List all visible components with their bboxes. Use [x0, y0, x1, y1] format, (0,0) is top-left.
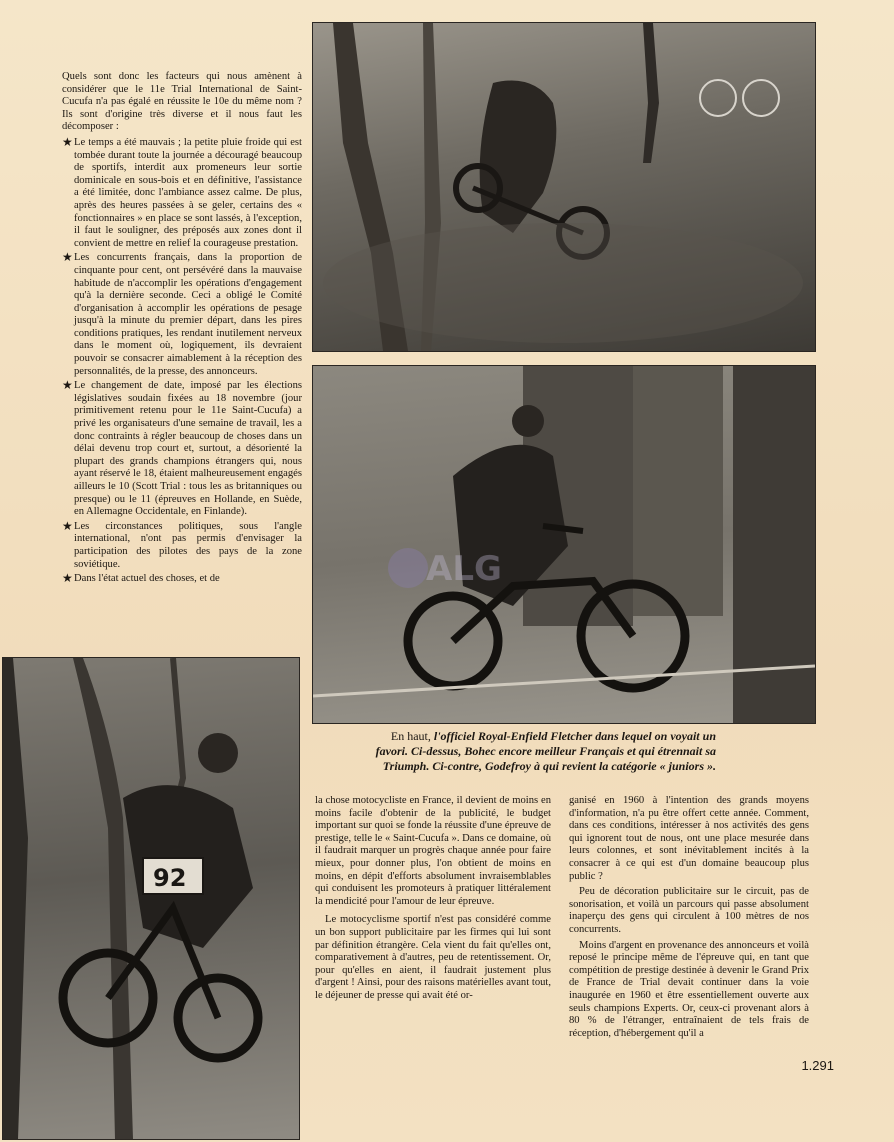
photo-godefroy-junior	[2, 657, 300, 1140]
bullet-weather: ★ Le temps a été mauvais ; la petite pluie froide qui est tombée durant toute la journée a découragé beaucoup de sportifs, interdit aux promeneurs leur sortie dominicale en sous-bois et en définitive, l'assistance a été limitée, donc l'ambiance assez calme. De plus, après des heures passées à se geler, certains des « fonctionnaires » en place se sont lassés, à l'exception, il faut le souligner, des préposés aux zones dont il convient de mettre en relief la courageuse prestation.	[62, 134, 302, 249]
star-icon: ★	[62, 378, 73, 393]
svg-text:92: 92	[153, 864, 187, 892]
photo-fletcher-royal-enfield	[312, 22, 816, 352]
intro-paragraph: Quels sont donc les facteurs qui nous amènent à considérer que le 11e Trial International de Saint-Cucufa n'a pas égalé en réussite le 10e du même nom ? Ils sont d'origine très diverse et il nous faut les décomposer :	[62, 71, 302, 133]
page-number: 1.291	[801, 1058, 834, 1073]
article-middle-column	[315, 795, 551, 1006]
article-right-column	[569, 795, 809, 1043]
paragraph: la chose motocycliste en France, il devient de moins en moins facile d'obtenir de la publicité, le budget important sur quoi se fonde la réussite d'une épreuve de prestige, telle le « Saint-Cucufa ». Dans ce domaine, où il faudrait marquer un progrès chaque année pour faire mieux, pour donner plus, l'on obtient de moins en moins, en dépit d'efforts absolument invraisemblables qui conduisent les promoteurs à pratiquer littéralement la mendicité pour l'amour de leur épreuve.	[315, 795, 551, 907]
photo-caption: En haut, l'officiel Royal-Enfield Fletcher dans lequel on voyait un favori. Ci-dessus, Bohec encore meilleur Français et qui étrennait sa Triumph. Ci-contre, Godefroy à qui revient la catégorie « juniors ».	[375, 729, 716, 773]
paragraph: ganisé en 1960 à l'intention des grands moyens d'information, n'a pu être offert cette année. Comment, dans ces conditions, intéresser à nos activités des gens qui ignorent tout de nous, ont une place mesurée dans leurs colonnes, et sont inévitablement incités à la consacrer à ce qui est d'un domaine beaucoup plus public ?	[569, 795, 809, 882]
star-icon: ★	[62, 518, 73, 533]
svg-text:ALG: ALG	[426, 549, 502, 589]
bullet-date-change: ★ Le changement de date, imposé par les élections législatives soudain fixées au 18 novembre (jour primitivement retenu pour le 11e Saint-Cucufa) a privé les organisateurs d'une semaine de travail, les a donc contraints à régler beaucoup de choses dans un délai devenu trop court et, surtout, a désorienté la plupart des grands champions étrangers qui, nous ayant réservé le 18, étaient malheureusement engagés ailleurs le 10 (Scott Trial : tous les as britanniques ou presque) ou le 11 (épreuves en Hollande, en Suède, en Allemagne Occidentale, en Finlande).	[62, 378, 302, 518]
star-icon: ★	[62, 250, 73, 265]
paragraph: Le motocyclisme sportif n'est pas considéré comme un bon support publicitaire par les firmes qui lui sont par définition étrangère. Cela vient du fait qu'elles ont, comparativement à d'autres, peu de retentissement. Or, pour qu'elles en aient, il faudrait justement plus d'argent ! Ainsi, pour des raisons matérielles avant tout, le déjeuner de presse qui avait été or-	[315, 914, 551, 1001]
bullet-politics: ★ Les circonstances politiques, sous l'angle international, n'ont pas permis d'envisager la participation des pilotes des pays de la zone soviétique.	[62, 518, 302, 570]
star-icon: ★	[62, 571, 73, 586]
bullet-competitors: ★ Les concurrents français, dans la proportion de cinquante pour cent, ont persévéré dans la mauvaise habitude de n'accomplir les opérations d'engagement qu'à la dernière seconde. Ceci a obligé le Comité d'organisation à accomplir les opérations de pesage jusqu'à la minute du premier départ, dans les pires conditions pratiques, les rendant inutilement nerveux dans le moment où, logiquement, ils devraient pouvoir se consacrer aimablement à la réception des personnalités, de la presse, des annonceurs.	[62, 250, 302, 377]
watermark-logo	[388, 528, 518, 608]
paragraph: Peu de décoration publicitaire sur le circuit, pas de sonorisation, et voilà un parcours qui passe absolument inaperçu des gens qui circulent à 100 mètres de nos concurrents.	[569, 886, 809, 935]
paragraph: Moins d'argent en provenance des annonceurs et voilà reposé le principe même de l'épreuve qui, en tant que compétition de prestige destinée à devenir le Grand Prix de France de Trial devait continuer dans la voie inaugurée en 1960 et être essentiellement ouverte aux seuls champions Experts. Or, ceux-ci provenant alors à 80 % de l'étranger, entraînaient de tels frais de réception, d'hébergement qu'il a	[569, 939, 809, 1039]
bullet-current-state: ★ Dans l'état actuel des choses, et de	[62, 571, 220, 586]
star-icon: ★	[62, 134, 73, 149]
article-left-column	[62, 71, 302, 588]
